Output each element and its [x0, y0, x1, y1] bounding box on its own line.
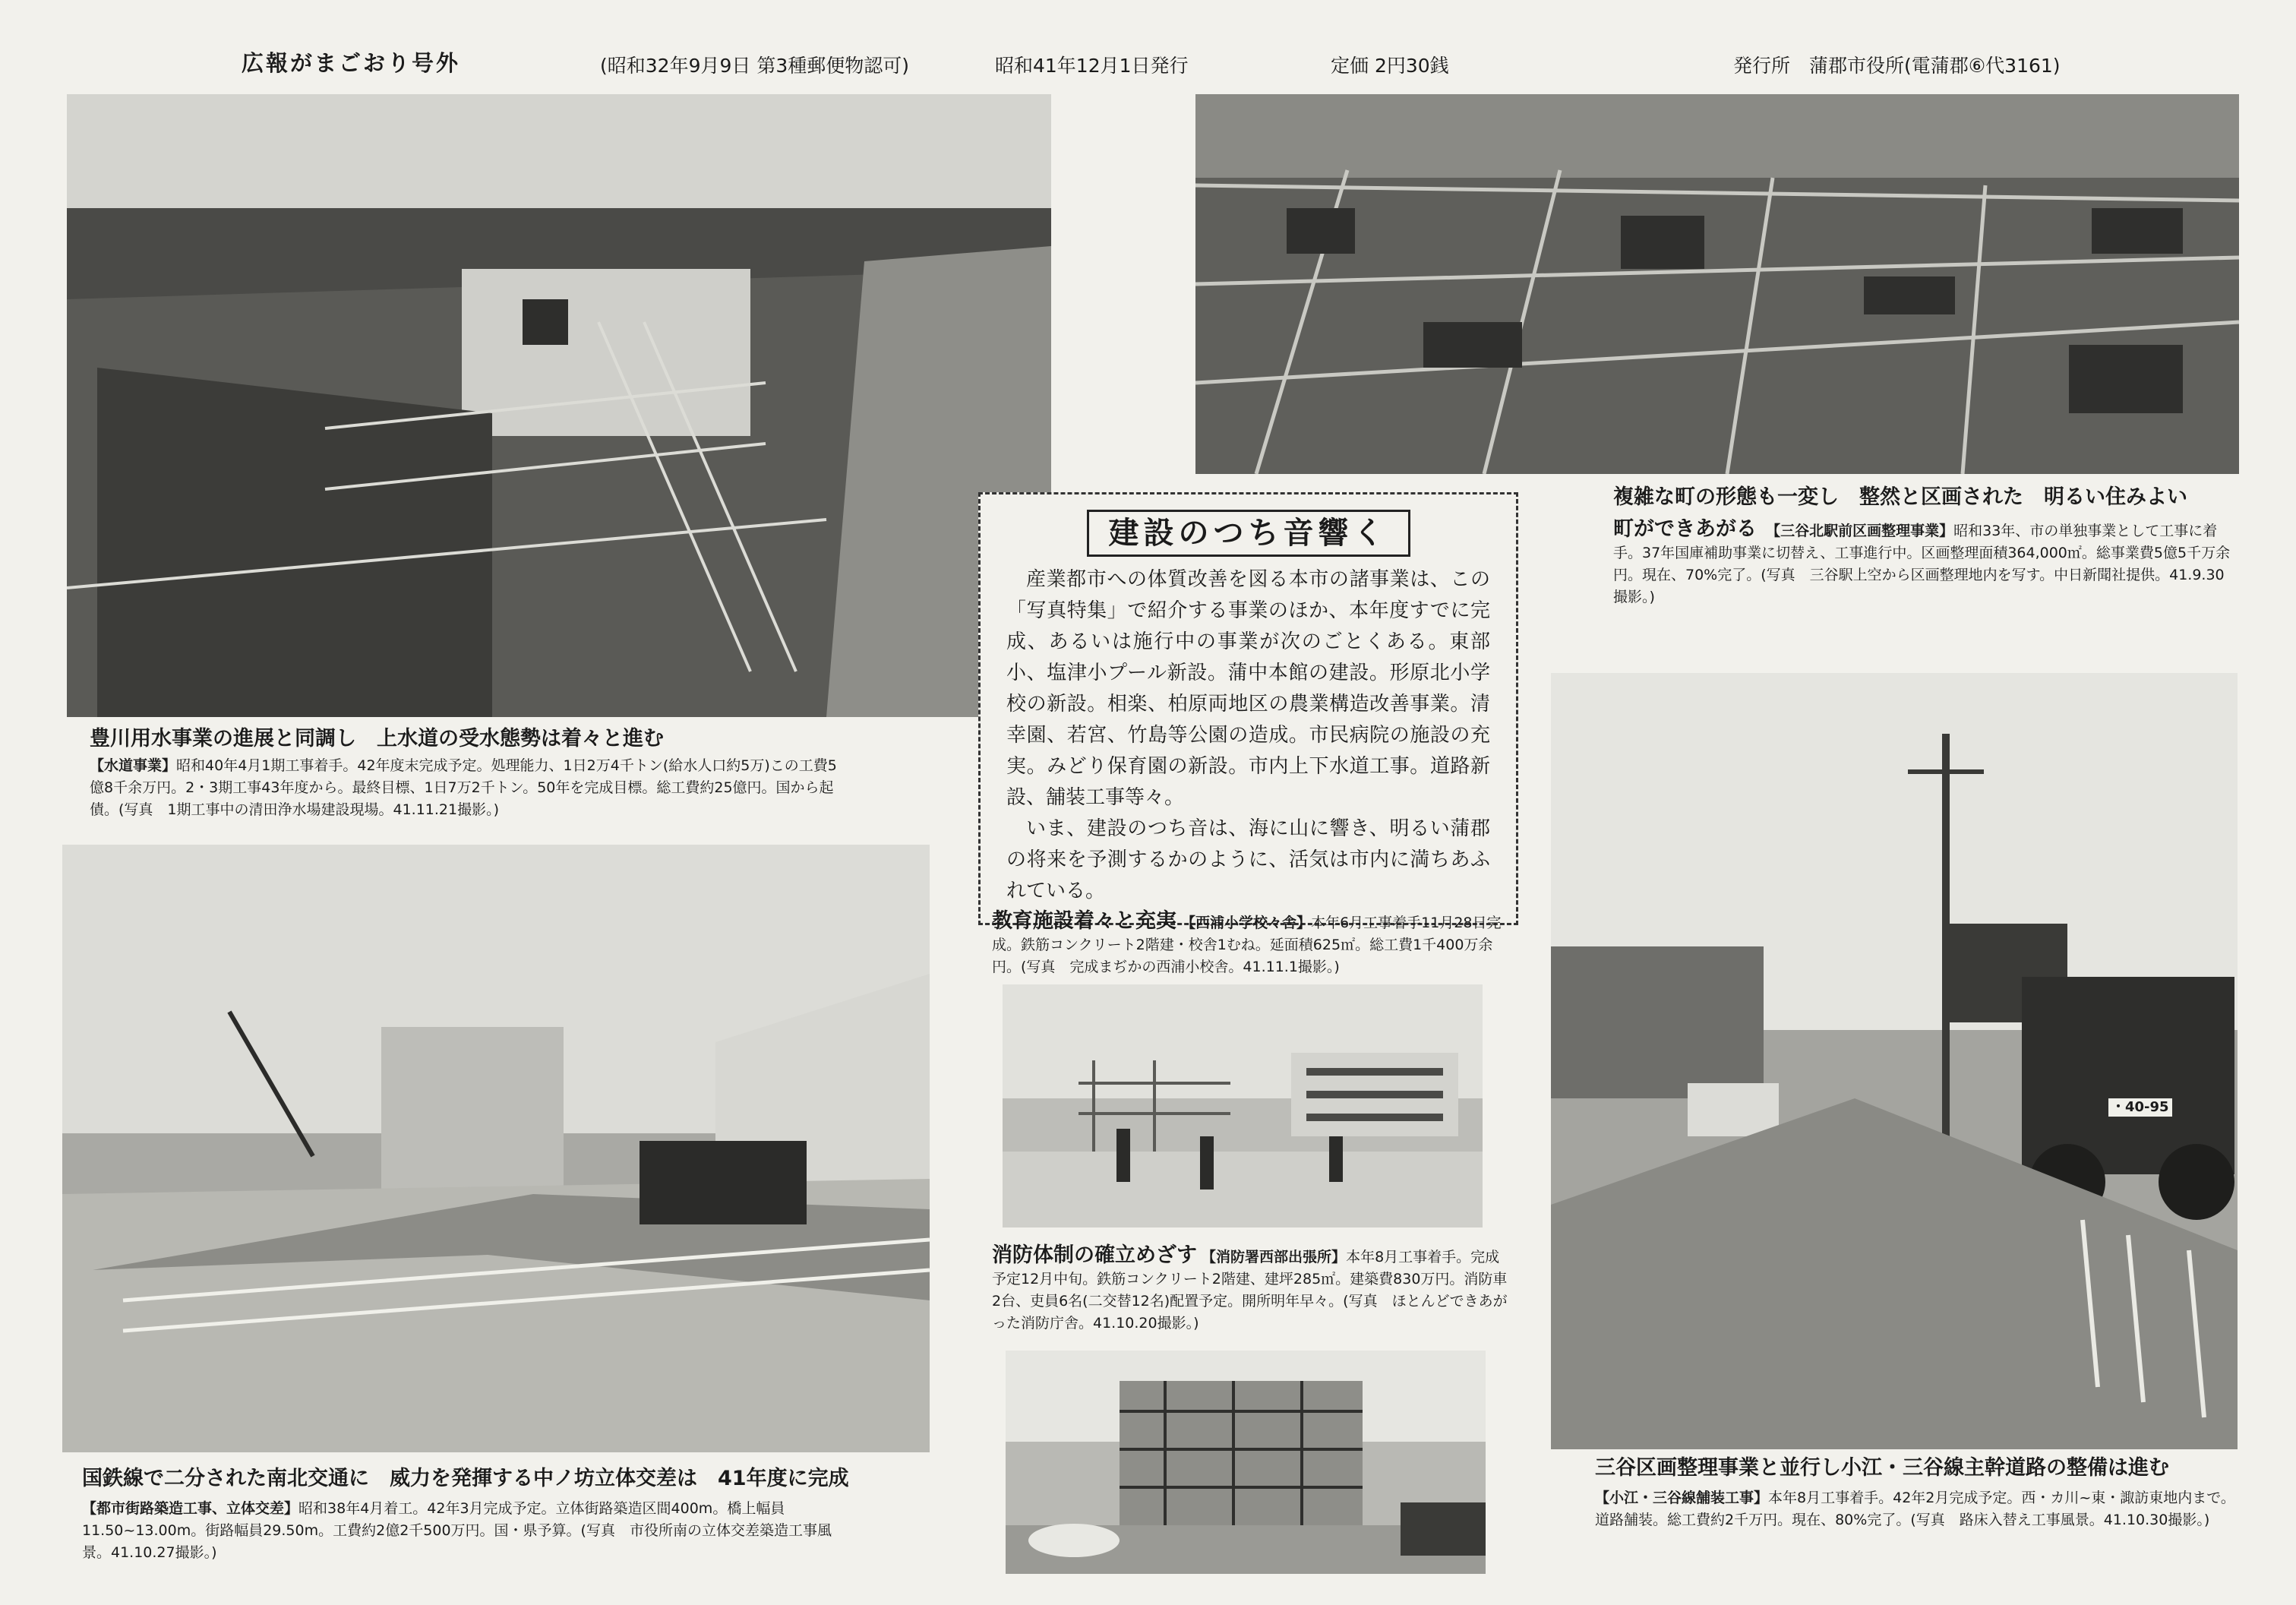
- photo-school: [1003, 984, 1483, 1227]
- land-caption: [1613, 517, 2236, 608]
- overpass-body: 昭和38年4月着工。42年3月完成予定。立体街路築造区間400m。橋上幅員11.50~13.00m。街路幅員29.50m。工費約2億2千500万円。国・県予算。(写真 市役所南の立体交差築造工事風景。41.10.27撮影。): [82, 1500, 832, 1561]
- photo-aerial-view: [1195, 94, 2239, 474]
- road-body: 本年8月工事着手。42年2月完成予定。西・カ川~東・諏訪東地内まで。道路舗装。総工費約2千万円。現在、80%完了。(写真 路床入替え工事風景。41.10.30撮影。): [1595, 1490, 2235, 1528]
- school-caption: [992, 908, 1508, 978]
- land-headline-2: 町ができあがる: [1613, 517, 1757, 541]
- land-tag: 【三谷北駅前区画整理事業】: [1766, 523, 1954, 539]
- feature-title: 建設のつち音響く: [1087, 510, 1410, 557]
- road-tag: 【小江・三谷線舗装工事】: [1595, 1490, 1769, 1506]
- permit-notice: (昭和32年9月9日 第3種郵便物認可): [600, 55, 909, 77]
- water-caption: [90, 755, 849, 821]
- price: 定価 2円30銭: [1331, 55, 1449, 77]
- photo-road-works: [1551, 673, 2238, 1449]
- feature-body: [1006, 564, 1490, 907]
- newspaper-title: 広報がまごおり号外: [242, 50, 461, 76]
- water-tag: 【水道事業】: [90, 757, 177, 774]
- land-headline-1: 複雑な町の形態も一変し 整然と区画された 明るい住みよい: [1613, 485, 2187, 509]
- fire-headline: 消防体制の確立めざす: [992, 1243, 1197, 1267]
- school-headline: 教育施設着々と充実: [992, 909, 1176, 933]
- photo-overpass: [62, 845, 930, 1452]
- road-caption: [1595, 1487, 2248, 1531]
- land-body: 昭和33年、市の単独事業として工事に着手。37年国庫補助事業に切替え、工事進行中。区画整理面積364,000㎡。総事業費5億5千万余円。現在、70%完了。(写真 三谷駅上空から区画整理地内を写す。中日新聞社提供。41.9.30撮影。): [1613, 523, 2231, 605]
- photo-water-plant: [67, 94, 1051, 717]
- feature-paragraph-2: いま、建設のつち音は、海に山に響き、明るい蒲郡の将来を予測するかのように、活気は市内に満ちあふれている。: [1006, 817, 1490, 902]
- license-plate: ・40-95: [2108, 1098, 2172, 1117]
- fire-body: 本年8月工事着手。完成予定12月中旬。鉄筋コンクリート2階建、建坪285㎡。建築費830万円。消防車2台、吏員6名(二交替12名)配置予定。開所明年早々。(写真 ほとんどできあがった消防庁舎。41.10.20撮影。): [992, 1249, 1508, 1332]
- publisher: 発行所 蒲郡市役所(電蒲郡⑥代3161): [1733, 55, 2061, 77]
- water-headline: 豊川用水事業の進展と同調し 上水道の受水態勢は着々と進む: [90, 727, 664, 750]
- road-headline: 三谷区画整理事業と並行し小江・三谷線主幹道路の整備は進む: [1595, 1456, 2169, 1480]
- water-body: 昭和40年4月1期工事着手。42年度末完成予定。処理能力、1日2万4千トン(給水人口約5万)この工費5億8千余万円。2・3期工事43年度から。最終目標、1日7万2千トン。50年を完成目標。総工費約25億円。国から起債。(写真 1期工事中の清田浄水場建設現場。41.11.21撮影。): [90, 757, 837, 818]
- feature-paragraph-1: 産業都市への体質改善を図る本市の諸事業は、この「写真特集」で紹介する事業のほか、本年度すでに完成、あるいは施行中の事業が次のごとくある。東部小、塩津小プール新設。蒲中本館の建設。形原北小学校の新設。相楽、柏原両地区の農業構造改善事業。清幸園、若宮、竹島等公園の造成。市民病院の施設の充実。みどり保育園の新設。市内上下水道工事。道路新設、舗装工事等々。: [1006, 568, 1490, 809]
- overpass-caption: [82, 1498, 842, 1564]
- issue-date: 昭和41年12月1日発行: [995, 55, 1189, 77]
- overpass-headline: 国鉄線で二分された南北交通に 威力を発揮する中ノ坊立体交差は 41年度に完成: [82, 1467, 849, 1490]
- photo-fire-station: [1006, 1351, 1486, 1574]
- fire-tag: 【消防署西部出張所】: [1202, 1249, 1347, 1265]
- school-tag: 【西浦小学校々舎】: [1181, 915, 1312, 931]
- overpass-tag: 【都市街路築造工事、立体交差】: [82, 1500, 299, 1517]
- feature-box: [978, 492, 1518, 925]
- fire-caption: [992, 1243, 1508, 1335]
- school-body: 本年6月工事着手11月28日完成。鉄筋コンクリート2階建・校舎1むね。延面積625㎡。総工費1千400万余円。(写真 完成まぢかの西浦小校舎。41.11.1撮影。): [992, 915, 1502, 975]
